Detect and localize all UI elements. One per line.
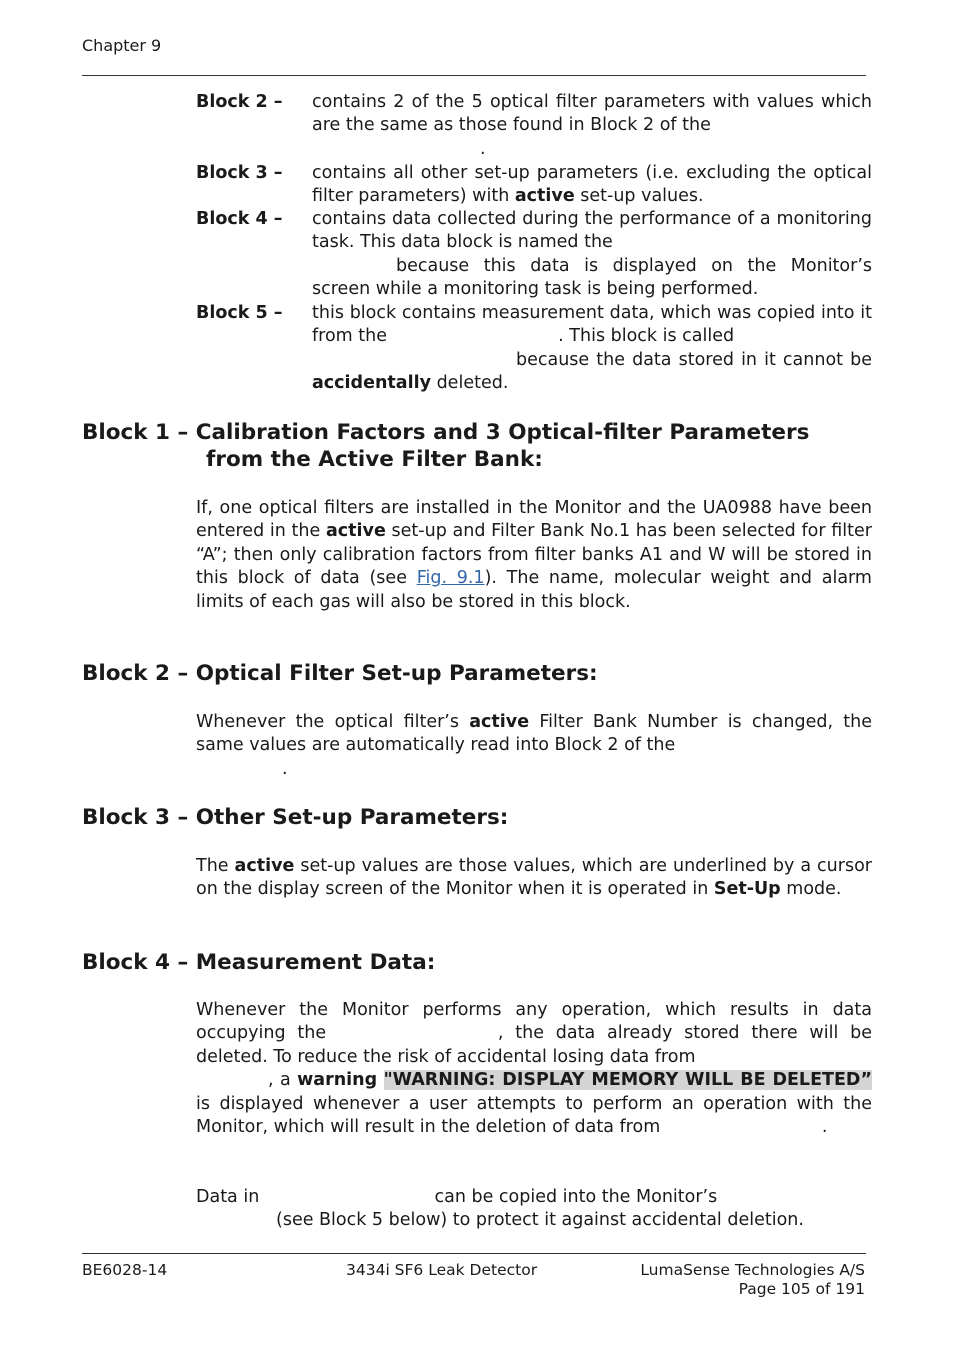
block5-text-3: because the data stored in it cannot be <box>516 349 872 370</box>
s3-bold-setup: Set-Up <box>713 879 781 900</box>
block4-label: Block 4 – <box>196 209 283 229</box>
s1-text-c: ). The name, molecular weight and alarm limits of each gas will also be stored in this block. <box>196 568 872 612</box>
block2-description <box>312 91 872 161</box>
block4-description <box>312 208 872 302</box>
section3-paragraph <box>196 855 872 902</box>
footer-company: LumaSense Technologies A/S <box>640 1261 865 1279</box>
section1-heading <box>82 419 809 473</box>
block2-label: Block 2 – <box>196 92 283 112</box>
s4-period: . <box>821 1117 828 1138</box>
s2-text-a: Whenever the optical filter’s <box>196 712 459 732</box>
section3-heading: Block 3 – Other Set-up Parameters: <box>82 805 509 830</box>
block4-text-end: because this data is displayed on the Monitor’s screen while a monitoring task is being performed. <box>312 255 872 300</box>
fig-9-1-link[interactable]: Fig. 9.1 <box>416 568 485 589</box>
warning-message-highlight: "WARNING: DISPLAY MEMORY WILL BE DELETED” <box>383 1070 872 1091</box>
block3-description <box>312 162 872 209</box>
section1-paragraph <box>196 497 872 614</box>
s1-bold: active <box>326 521 386 542</box>
section1-heading-line2: from the Active Filter Bank: <box>206 447 543 472</box>
footer-page-number: Page 105 of 191 <box>738 1280 865 1298</box>
block5-bold: accidentally <box>312 373 431 394</box>
s1-text-a: If, one optical filters are installed in the Monitor and the UA0988 have been entered in the <box>196 498 872 542</box>
block5-description <box>312 302 872 396</box>
s2-text-b: Filter Bank Number is changed, the same values are automatically read into Block 2 of the <box>196 712 872 756</box>
s3-bold: active <box>234 856 295 876</box>
section4-paragraph-2 <box>196 1186 872 1233</box>
s2-period: . <box>282 758 288 779</box>
block3-bold: active <box>514 186 575 207</box>
footer-rule <box>82 1253 866 1254</box>
s2-bold: active <box>469 712 530 732</box>
s4-p2-text-b: can be copied into the Monitor’s <box>434 1187 718 1207</box>
block3-text: contains all other set-up parameters (i.e. excluding the optical filter parameters) with <box>312 163 872 207</box>
block3-label: Block 3 – <box>196 163 283 183</box>
block5-text: this block contains measurement data, which was copied into it from the <box>312 303 872 347</box>
section2-paragraph <box>196 711 872 781</box>
section4-heading: Block 4 – Measurement Data: <box>82 950 436 975</box>
block4-text: contains data collected during the performance of a monitoring task. This data block is named the <box>312 209 872 253</box>
chapter-header: Chapter 9 <box>82 36 162 55</box>
section1-heading-line1: Block 1 – Calibration Factors and 3 Optical-filter Parameters <box>82 420 810 445</box>
footer-product: 3434i SF6 Leak Detector <box>346 1261 538 1279</box>
s4-text-b: , the data already stored there will be deleted. To reduce the risk of accidental losing data from <box>196 1023 872 1067</box>
s4-p2-text-c: (see Block 5 below) to protect it against accidental deletion. <box>276 1210 804 1231</box>
block5-text-end: deleted. <box>436 373 509 394</box>
header-rule <box>82 75 866 76</box>
s4-text-d: is displayed whenever a user attempts to perform an operation with the Monitor, which will result in the deletion of data from <box>196 1093 872 1138</box>
s4-p2-text-a: Data in <box>196 1187 260 1207</box>
block5-label: Block 5 – <box>196 303 283 323</box>
s3-text-b: set-up values are those values, which are underlined by a cursor on the display screen of the Monitor when it is operated in <box>196 856 872 900</box>
section4-paragraph <box>196 999 872 1139</box>
s4-text-c: , a <box>268 1070 291 1091</box>
s3-text-a: The <box>196 856 229 876</box>
s3-text-c: mode. <box>786 879 842 900</box>
s4-warning-bold: warning <box>297 1070 378 1091</box>
s4-text-a: Whenever the Monitor performs any operation, which results in data occupying the <box>196 1000 872 1044</box>
block3-text-end: set-up values. <box>580 186 704 207</box>
block2-text: contains 2 of the 5 optical filter parameters with values which are the same as those found in Block 2 of the <box>312 92 872 136</box>
block5-text-2: . This block is called <box>558 326 735 347</box>
block2-period: . <box>480 138 486 159</box>
s1-text-b: set-up and Filter Bank No.1 has been selected for filter “A”; then only calibration factors from filter banks A1 and W will be stored in this block of data (see <box>196 521 872 589</box>
section2-heading: Block 2 – Optical Filter Set-up Parameters: <box>82 661 598 686</box>
footer-doc-id: BE6028-14 <box>82 1261 168 1279</box>
